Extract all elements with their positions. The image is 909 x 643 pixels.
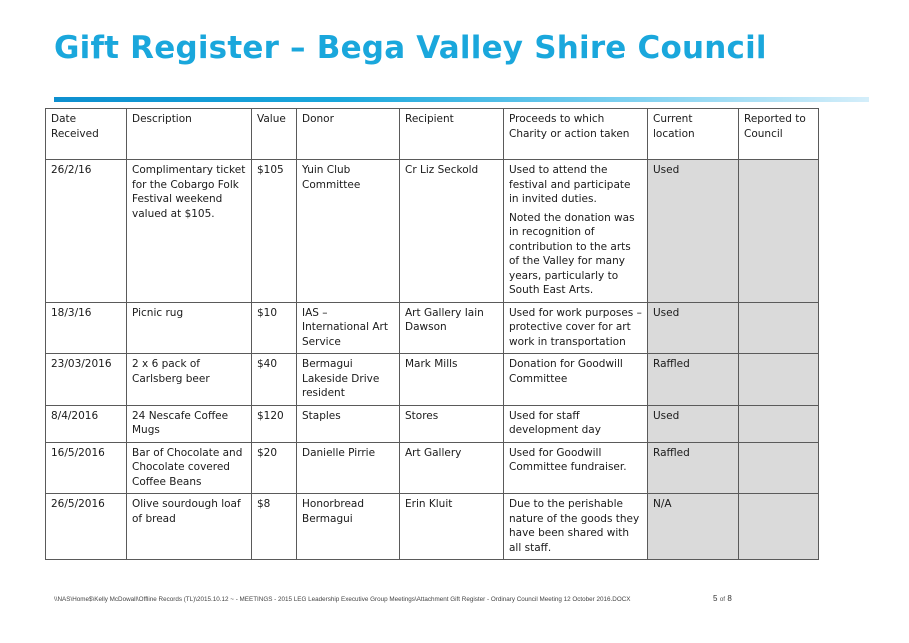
cell-proceeds: Used for staff development day	[504, 405, 648, 442]
cell-description: 2 x 6 pack of Carlsberg beer	[127, 354, 252, 406]
cell-description: Bar of Chocolate and Chocolate covered Coffee Beans	[127, 442, 252, 494]
cell-recipient: Art Gallery	[400, 442, 504, 494]
header-row	[46, 109, 819, 160]
cell-proceeds: Used for work purposes – protective cover for art work in transportation	[504, 302, 648, 354]
header-reported-to-council: Reported to Council	[739, 109, 819, 160]
header-current-location: Current location	[648, 109, 739, 160]
cell-date: 26/5/2016	[46, 494, 127, 560]
cell-donor: Bermagui Lakeside Drive resident	[297, 354, 400, 406]
table-row	[46, 494, 819, 560]
cell-donor: Danielle Pirrie	[297, 442, 400, 494]
table-row	[46, 405, 819, 442]
cell-current-location: Raffled	[648, 442, 739, 494]
cell-current-location: N/A	[648, 494, 739, 560]
cell-current-location: Used	[648, 405, 739, 442]
cell-value: $105	[252, 160, 297, 303]
cell-donor: Staples	[297, 405, 400, 442]
header-recipient: Recipient	[400, 109, 504, 160]
cell-recipient: Erin Kluit	[400, 494, 504, 560]
cell-description: 24 Nescafe Coffee Mugs	[127, 405, 252, 442]
cell-proceeds: Used for Goodwill Committee fundraiser.	[504, 442, 648, 494]
cell-current-location: Raffled	[648, 354, 739, 406]
cell-reported-to-council	[739, 442, 819, 494]
cell-proceeds: Donation for Goodwill Committee	[504, 354, 648, 406]
table-row	[46, 160, 819, 303]
cell-reported-to-council	[739, 405, 819, 442]
cell-donor: Honorbread Bermagui	[297, 494, 400, 560]
table-row	[46, 354, 819, 406]
title-rule	[54, 97, 869, 102]
cell-date: 26/2/16	[46, 160, 127, 303]
proceeds-note: Noted the donation was in recognition of contribution to the arts of the Valley for many years, particularly to South East Arts.	[509, 211, 635, 296]
footer-file-path: \\NAS\Home$\Kelly McDowall\Offline Records (TL)\2015.10.12 ~ - MEETINGS - 2015 LEG Leadership Executive Group Meetings\Attachment Gift Register - Ordinary Council Meeting 12 October 2016.DOCX	[54, 596, 631, 603]
gift-register-table	[45, 108, 819, 560]
document-title: Gift Register – Bega Valley Shire Council	[54, 30, 767, 66]
cell-value: $10	[252, 302, 297, 354]
page-of-label: of	[719, 596, 726, 603]
table-row	[46, 302, 819, 354]
cell-recipient: Mark Mills	[400, 354, 504, 406]
cell-reported-to-council	[739, 354, 819, 406]
footer-page-number	[713, 594, 732, 603]
header-description: Description	[127, 109, 252, 160]
cell-recipient: Stores	[400, 405, 504, 442]
cell-proceeds	[504, 160, 648, 303]
page-current: 5	[713, 594, 718, 603]
cell-date: 8/4/2016	[46, 405, 127, 442]
cell-donor: Yuin Club Committee	[297, 160, 400, 303]
cell-value: $8	[252, 494, 297, 560]
cell-description: Picnic rug	[127, 302, 252, 354]
cell-recipient: Cr Liz Seckold	[400, 160, 504, 303]
cell-reported-to-council	[739, 302, 819, 354]
cell-donor: IAS – International Art Service	[297, 302, 400, 354]
cell-date: 18/3/16	[46, 302, 127, 354]
cell-current-location: Used	[648, 302, 739, 354]
cell-recipient: Art Gallery Iain Dawson	[400, 302, 504, 354]
cell-proceeds: Due to the perishable nature of the goods they have been shared with all staff.	[504, 494, 648, 560]
header-donor: Donor	[297, 109, 400, 160]
cell-value: $40	[252, 354, 297, 406]
cell-current-location: Used	[648, 160, 739, 303]
cell-value: $120	[252, 405, 297, 442]
cell-reported-to-council	[739, 160, 819, 303]
cell-description: Olive sourdough loaf of bread	[127, 494, 252, 560]
cell-reported-to-council	[739, 494, 819, 560]
header-date-received: Date Received	[46, 109, 127, 160]
table-row	[46, 442, 819, 494]
header-proceeds: Proceeds to which Charity or action taken	[504, 109, 648, 160]
proceeds-text: Used to attend the festival and participate in invited duties.	[509, 164, 631, 205]
cell-date: 23/03/2016	[46, 354, 127, 406]
cell-description: Complimentary ticket for the Cobargo Folk Festival weekend valued at $105.	[127, 160, 252, 303]
header-value: Value	[252, 109, 297, 160]
page-total: 8	[727, 594, 732, 603]
cell-value: $20	[252, 442, 297, 494]
cell-date: 16/5/2016	[46, 442, 127, 494]
